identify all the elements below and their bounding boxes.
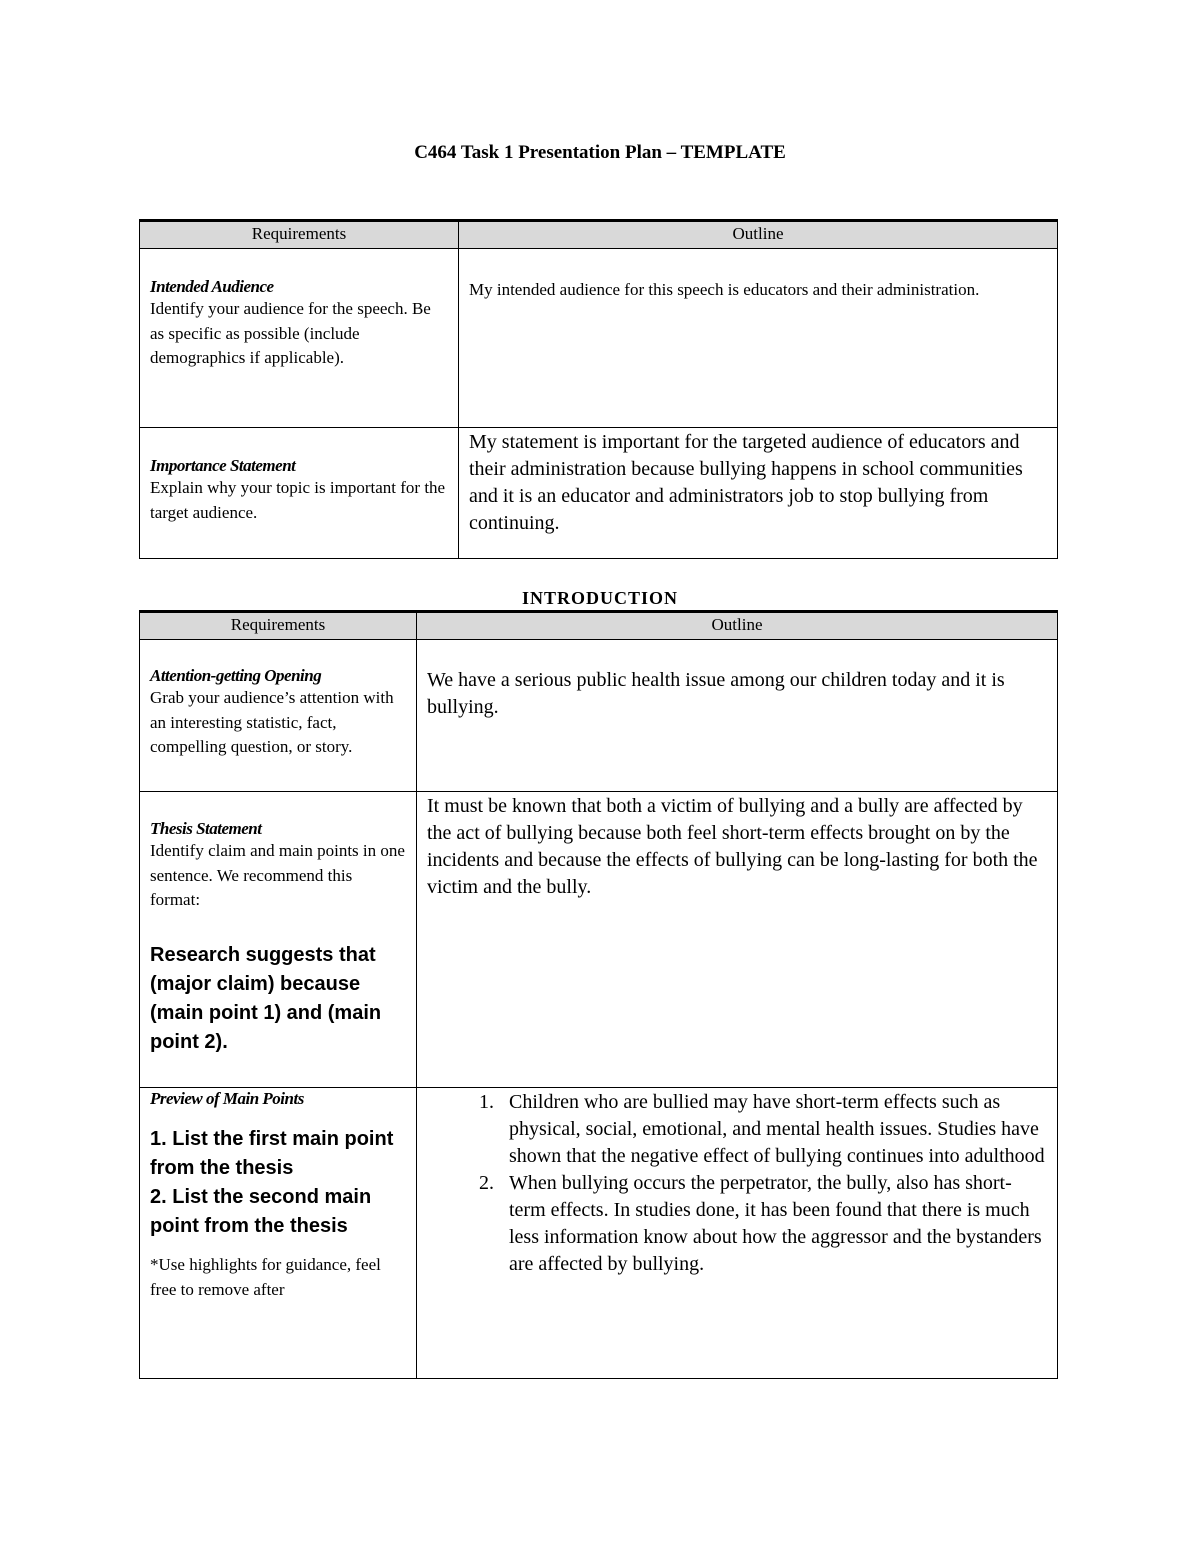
main-point-item: 2. When bullying occurs the perpetrator, the bully, also has short-term effects. In studies done, it has been found that there is much less information know about how the aggressor and the bystanders are affected by bullying. [499,1170,1047,1278]
requirements-header: Requirements [140,221,459,249]
attention-opening-outline [417,640,1058,792]
introduction-heading: INTRODUCTION [521,588,679,608]
outline-text: We have a serious public health issue among our children today and it is bullying. [427,669,1005,718]
thesis-format-example: Research suggests that (major claim) because (main point 1) and (main point 2). [150,943,382,1053]
preview-instruction-2: 2. List the second main point from the thesis [150,1186,372,1237]
document-title: C464 Task 1 Presentation Plan – TEMPLATE [414,142,786,163]
attention-opening-requirement [140,640,417,792]
requirement-description: Identify your audience for the speech. Be as specific as possible (include demographics if applicable). [150,299,431,367]
main-points-list [427,1089,1047,1278]
thesis-statement-requirement [140,792,417,1088]
main-point-item: 1. Children who are bullied may have short-term effects such as physical, social, emotional, and mental health issues. Studies have shown that the negative effect of bullying continues into adulthood [499,1089,1047,1170]
preview-instruction-1: 1. List the first main point from the thesis [150,1128,394,1179]
requirement-description: Identify claim and main points in one sentence. We recommend this format: [150,841,405,909]
importance-statement-requirement [140,428,459,559]
requirement-label: Importance Statement [150,456,296,475]
outline-header: Outline [417,612,1058,640]
preview-main-points-outline [417,1088,1058,1379]
outline-text: My statement is important for the targeted audience of educators and their administration because bullying happens in school communities and it is an educator and administrators job to stop bullying from continuing. [469,431,1023,534]
audience-importance-table [139,219,1058,559]
requirements-header: Requirements [140,612,417,640]
requirement-description: Explain why your topic is important for the target audience. [150,478,446,522]
requirement-label: Attention-getting Opening [150,666,322,685]
requirement-label: Intended Audience [150,277,274,296]
intended-audience-requirement [140,249,459,428]
requirement-label: Thesis Statement [150,819,262,838]
preview-main-points-requirement [140,1088,417,1379]
preview-note: *Use highlights for guidance, feel free to remove after [150,1255,381,1299]
requirement-description: Grab your audience’s attention with an interesting statistic, fact, compelling question, or story. [150,688,394,756]
introduction-table [139,610,1058,1379]
requirement-label: Preview of Main Points [150,1089,304,1108]
importance-statement-outline [459,428,1058,559]
outline-header: Outline [459,221,1058,249]
thesis-statement-outline [417,792,1058,1088]
outline-text: My intended audience for this speech is educators and their administration. [469,280,980,299]
outline-text: It must be known that both a victim of bullying and a bully are affected by the act of bullying because both feel short-term effects brought on by the incidents and because the effects of bullying can be long-lasting for both the victim and the bully. [427,795,1038,898]
intended-audience-outline [459,249,1058,428]
